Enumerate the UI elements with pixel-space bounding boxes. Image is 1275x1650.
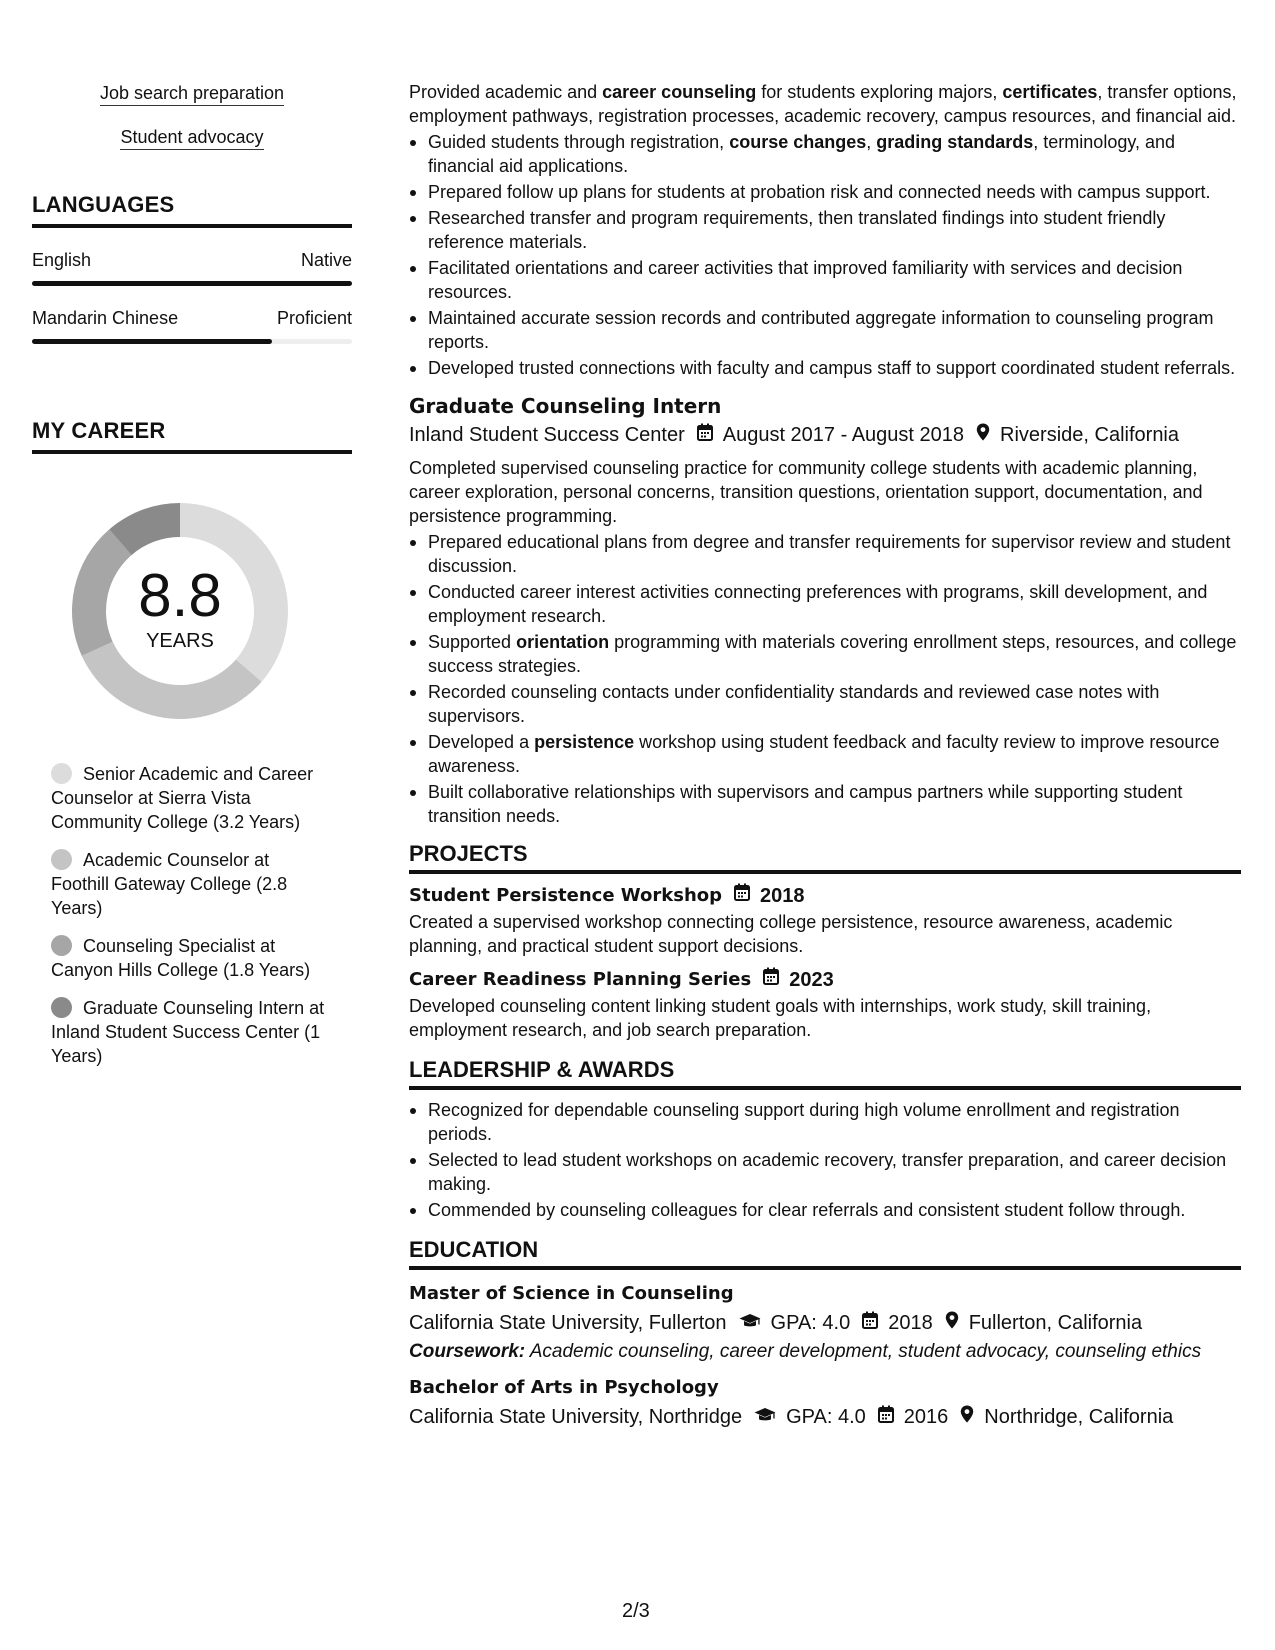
- language-proficiency-fill: [32, 281, 352, 286]
- calendar-icon: [697, 420, 713, 450]
- job-meta: [409, 420, 1241, 450]
- language-proficiency-bar: [32, 339, 352, 344]
- project-description: Developed counseling content linking student goals with internships, work study, skill training, employment research, and job search preparation.: [409, 996, 1152, 1040]
- main-content: [409, 80, 1241, 1432]
- bullet-item: Commended by counseling colleagues for clear referrals and consistent student follow through.: [409, 1198, 1241, 1222]
- bullet-item: Developed trusted connections with faculty and campus staff to support coordinated student referrals.: [409, 356, 1241, 380]
- language-level: Proficient: [276, 308, 352, 328]
- project-title: Student Persistence Workshop: [409, 885, 723, 906]
- education-entry: [409, 1374, 1241, 1432]
- graduation-cap-icon: [739, 1308, 761, 1338]
- project-entry: [409, 882, 1241, 958]
- job-bullets: [409, 530, 1241, 828]
- legend-dot-icon: [51, 997, 72, 1018]
- calendar-icon: [734, 882, 750, 910]
- bullet-item: Recorded counseling contacts under confidentiality standards and reviewed case notes with supervisors.: [409, 680, 1241, 728]
- prev-job-bullets: [409, 130, 1241, 380]
- language-proficiency-fill: [32, 339, 272, 344]
- location-pin-icon: [960, 1402, 974, 1432]
- bullet-item: Selected to lead student workshops on academic recovery, transfer preparation, and career decision making.: [409, 1148, 1241, 1196]
- job-location: Riverside, California: [1000, 424, 1180, 446]
- calendar-icon: [763, 966, 779, 994]
- language-proficiency-bar: [32, 281, 352, 286]
- skill-item: Student advocacy: [32, 126, 352, 150]
- bullet-item: Prepared follow up plans for students at probation risk and connected needs with campus support.: [409, 180, 1241, 204]
- skill-item: Job search preparation: [32, 82, 352, 106]
- projects-heading: PROJECTS: [409, 842, 1241, 874]
- calendar-icon: [862, 1308, 878, 1338]
- job-title: Graduate Counseling Intern: [409, 394, 722, 418]
- graduation-cap-icon: [754, 1402, 776, 1432]
- language-name: Mandarin Chinese: [32, 308, 179, 328]
- graduation-year: 2016: [903, 1406, 949, 1428]
- bullet-item: Recognized for dependable counseling support during high volume enrollment and registration periods.: [409, 1098, 1241, 1146]
- language-entry: [32, 308, 352, 344]
- career-legend-item: Graduate Counseling Intern at Inland Student Success Center (1 Years): [51, 998, 325, 1066]
- prev-job-summary: Provided academic and career counseling for students exploring majors, certificates, transfer options, employment pathways, registration processes, academic recovery, campus resources, and financial aid.: [409, 82, 1237, 126]
- career-heading: MY CAREER: [32, 418, 352, 454]
- bullet-item: Researched transfer and program requirements, then translated findings into student friendly reference materials.: [409, 206, 1241, 254]
- bullet-item: Guided students through registration, course changes, grading standards, terminology, and financial aid applications.: [409, 130, 1241, 178]
- graduation-year: 2018: [888, 1312, 933, 1334]
- degree-title: Master of Science in Counseling: [409, 1283, 734, 1304]
- career-total-unit: YEARS: [146, 629, 214, 652]
- leadership-bullets: [409, 1098, 1241, 1222]
- job-dates: August 2017 - August 2018: [722, 424, 965, 446]
- leadership-heading: LEADERSHIP & AWARDS: [409, 1058, 1241, 1090]
- career-legend: [51, 762, 331, 1068]
- bullet-item: Maintained accurate session records and contributed aggregate information to counseling program reports.: [409, 306, 1241, 354]
- career-donut-chart: [65, 496, 295, 726]
- language-entry: [32, 250, 352, 286]
- school-name: California State University, Northridge: [409, 1406, 743, 1428]
- school-location: Northridge, California: [984, 1406, 1174, 1428]
- language-level: Native: [300, 250, 352, 270]
- legend-dot-icon: [51, 935, 72, 956]
- bullet-item: Facilitated orientations and career activities that improved familiarity with services and decision resources.: [409, 256, 1241, 304]
- career-legend-item: Senior Academic and Career Counselor at Sierra Vista Community College (3.2 Years): [51, 764, 314, 832]
- project-title: Career Readiness Planning Series: [409, 969, 752, 990]
- coursework-label: Coursework:: [409, 1341, 526, 1362]
- project-entry: [409, 966, 1241, 1042]
- sidebar: [32, 82, 352, 1082]
- job-summary: Completed supervised counseling practice for community college students with academic planning, career exploration, personal concerns, transition questions, orientation support, documentation, and persistence programming.: [409, 458, 1203, 526]
- degree-title: Bachelor of Arts in Psychology: [409, 1377, 719, 1398]
- education-heading: EDUCATION: [409, 1238, 1241, 1270]
- project-year: 2018: [760, 885, 805, 907]
- career-total-years: 8.8: [138, 561, 222, 629]
- project-year: 2023: [789, 969, 834, 991]
- gpa: GPA: 4.0: [770, 1312, 851, 1334]
- legend-dot-icon: [51, 763, 72, 784]
- legend-dot-icon: [51, 849, 72, 870]
- bullet-item: Conducted career interest activities connecting preferences with programs, skill development, and employment research.: [409, 580, 1241, 628]
- project-description: Created a supervised workshop connecting college persistence, resource awareness, academic planning, and practical student support decisions.: [409, 912, 1173, 956]
- languages-heading: LANGUAGES: [32, 192, 352, 228]
- education-entry: [409, 1280, 1241, 1364]
- career-legend-item: Counseling Specialist at Canyon Hills College (1.8 Years): [51, 936, 311, 980]
- coursework: [409, 1340, 1241, 1364]
- calendar-icon: [878, 1402, 894, 1432]
- school-location: Fullerton, California: [968, 1312, 1143, 1334]
- bullet-item: Built collaborative relationships with supervisors and campus partners while supporting student transition needs.: [409, 780, 1241, 828]
- job-organization: Inland Student Success Center: [409, 424, 685, 446]
- career-legend-item: Academic Counselor at Foothill Gateway College (2.8 Years): [51, 850, 288, 918]
- school-name: California State University, Fullerton: [409, 1312, 727, 1334]
- language-name: English: [32, 250, 92, 270]
- page-number: 2/3: [622, 1600, 650, 1622]
- bullet-item: Supported orientation programming with materials covering enrollment steps, resources, and college success strategies.: [409, 630, 1241, 678]
- coursework-list: Academic counseling, career development, student advocacy, counseling ethics: [529, 1341, 1202, 1362]
- bullet-item: Prepared educational plans from degree and transfer requirements for supervisor review and student discussion.: [409, 530, 1241, 578]
- location-pin-icon: [945, 1308, 959, 1338]
- gpa: GPA: 4.0: [786, 1406, 866, 1428]
- bullet-item: Developed a persistence workshop using student feedback and faculty review to improve resource awareness.: [409, 730, 1241, 778]
- location-pin-icon: [976, 420, 990, 450]
